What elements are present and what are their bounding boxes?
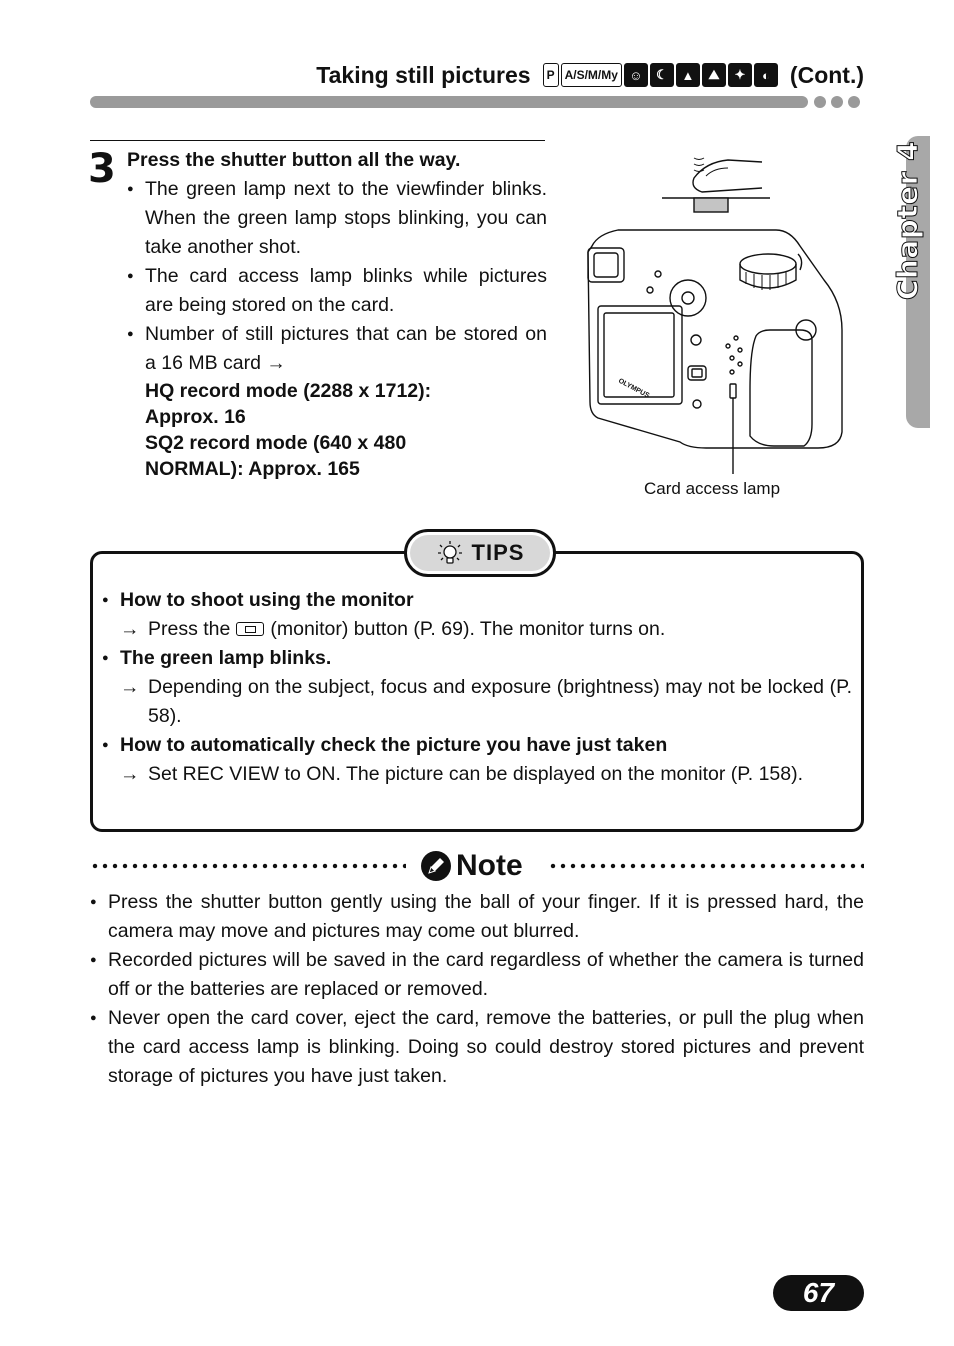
note-divider-left: [90, 862, 406, 870]
lightbulb-icon: [436, 539, 464, 567]
brand-logo: OLYMPUS: [617, 377, 651, 400]
note-heading: [420, 849, 523, 883]
note-bullet: ● Recorded pictures will be saved in the card regardless of whether the camera is turned off or the batteries are replaced or removed.: [90, 946, 864, 1004]
page-header: [90, 58, 864, 92]
step-number: 3: [88, 146, 116, 192]
pencil-icon: [420, 850, 452, 882]
step-bullet: ● The green lamp next to the viewfinder blinks. When the green lamp stops blinking, you can take another shot.: [127, 175, 547, 262]
landscape-icon: ▲: [676, 63, 700, 87]
camera-illustration: [578, 150, 848, 480]
step-body: [127, 175, 547, 482]
tip-answer: → Press the (monitor) button (P. 69). The monitor turns on.: [102, 615, 852, 644]
finger-press-icon: [662, 158, 770, 198]
section-title: Taking still pictures: [316, 61, 531, 88]
tip-heading: ● The green lamp blinks.: [102, 644, 852, 673]
tips-content: [102, 586, 852, 789]
sports-icon: ✦: [728, 63, 752, 87]
monitor-button-icon: [236, 622, 264, 636]
note-divider-right: [548, 862, 864, 870]
header-dots: [814, 96, 860, 108]
note-content: [90, 888, 864, 1091]
shooting-mode-icons: [543, 63, 778, 87]
tip-answer: → Set REC VIEW to ON. The picture can be displayed on the monitor (P. 158).: [102, 760, 852, 789]
header-rule: [90, 96, 808, 108]
tips-label: TIPS: [471, 540, 525, 565]
tip-heading: ● How to shoot using the monitor: [102, 586, 852, 615]
p-mode-icon: P: [543, 63, 559, 87]
self-portrait-icon: ◐: [754, 63, 778, 87]
hq-approx: Approx. 16: [145, 406, 246, 428]
cont-label: (Cont.): [789, 61, 864, 88]
arrow-icon: →: [120, 618, 140, 640]
arrow-icon: →: [120, 676, 140, 698]
step-bullet: ● Number of still pictures that can be stored on a 16 MB card →: [127, 320, 547, 378]
step-heading: Press the shutter button all the way.: [127, 149, 461, 171]
step-bullet: ● The card access lamp blinks while pictures are being stored on the card.: [127, 262, 547, 320]
page-number: 67: [773, 1275, 864, 1311]
sq2-approx: NORMAL): Approx. 165: [145, 458, 360, 480]
landscape-portrait-icon: ⛰: [702, 63, 726, 87]
chapter-label: Chapter 4: [891, 140, 925, 300]
sq2-record-mode: SQ2 record mode (640 x 480: [145, 432, 407, 454]
note-bullet: ● Press the shutter button gently using the ball of your finger. If it is pressed hard, the camera may move and pictures may come out blurred.: [90, 888, 864, 946]
tip-heading: ● How to automatically check the picture you have just taken: [102, 731, 852, 760]
step-rule: [90, 140, 545, 141]
asm-mode-icon: A/S/M/My: [561, 63, 622, 87]
note-title: Note: [456, 849, 523, 882]
hq-record-mode: HQ record mode (2288 x 1712):: [145, 380, 432, 402]
night-scene-icon: ☾: [650, 63, 674, 87]
portrait-icon: ☺: [624, 63, 648, 87]
tip-answer: → Depending on the subject, focus and exposure (brightness) may not be locked (P. 58).: [102, 673, 852, 731]
note-bullet: ● Never open the card cover, eject the card, remove the batteries, or pull the plug when the card access lamp is blinking. Doing so could destroy stored pictures and prevent storage of pictures you have just taken.: [90, 1004, 864, 1091]
tips-badge: [404, 529, 556, 577]
card-access-lamp-caption: Card access lamp: [644, 479, 781, 498]
arrow-icon: →: [120, 763, 140, 785]
